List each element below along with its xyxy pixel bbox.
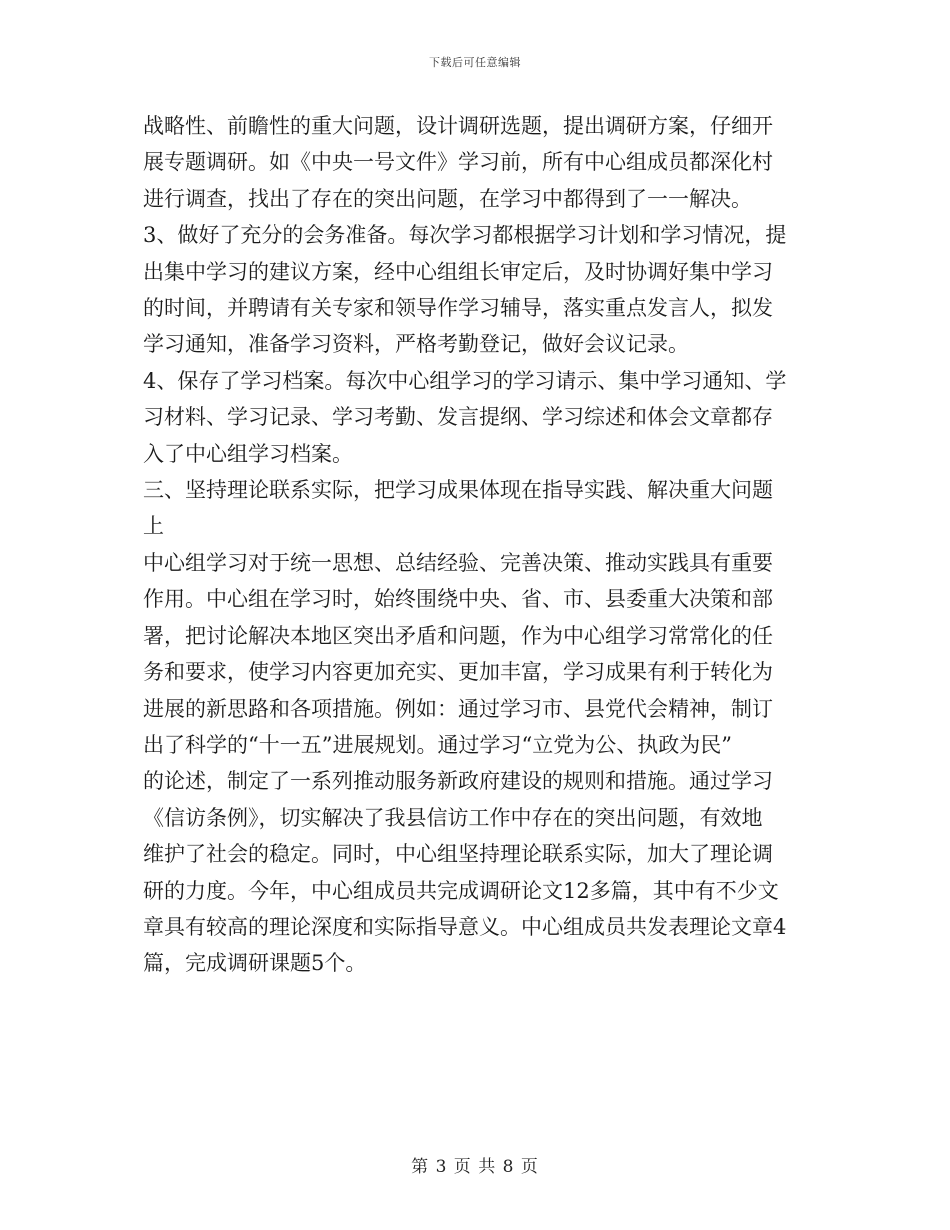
header-note: 下载后可任意编辑 — [429, 56, 521, 69]
paragraph-study-outcomes: 中心组学习对于统一思想、总结经验、完善决策、推动实践具有重要 作用。中心组在学习时，始终围绕中央、省、市、县委重大决策和部 署，把讨论解决本地区突出矛盾和问题，作为中心组学习常常化的任 务和要求，使学习内容更加充实、更加丰富，学习成果有利于转化为 进展的新思路和各项措施。例如：通过学习市、县党代会精神，制订 出了科学的“十一五”进展规划。通过学习“立党为公、执政为民” 的论述，制定了一系列推动服务新政府建设的规则和措施。通过学习 《信访条例》，切实解决了我县信访工作中存在的突出问题，有效地 维护了社会的稳定。同时，中心组坚持理论联系实际，加大了理论调 研的力度。今年，中心组成员共完成调研论文12多篇，其中有不少文 章具有较高的理论深度和实际指导意义。中心组成员共发表理论文章4 篇，完成调研课题5个。 — [143, 550, 787, 976]
section-heading-theory-practice: 三、坚持理论联系实际，把学习成果体现在指导实践、解决重大问题 上 — [143, 478, 773, 539]
paragraph-research-topics: 战略性、前瞻性的重大问题，设计调研选题，提出调研方案，仔细开 展专题调研。如《中央一号文件》学习前，所有中心组成员都深化村 进行调查，找出了存在的突出问题，在学习中都得到了一一解决。 — [143, 114, 773, 211]
paragraph-meeting-preparation: 3、做好了充分的会务准备。每次学习都根据学习计划和学习情况，提 出集中学习的建议方案，经中心组组长审定后，及时协调好集中学习 的时间，并聘请有关专家和领导作学习辅导，落实重点发言人，拟发 学习通知，准备学习资料，严格考勤登记，做好会议记录。 — [143, 223, 787, 357]
paragraph-study-archive: 4、保存了学习档案。每次中心组学习的学习请示、集中学习通知、学 习材料、学习记录、学习考勤、发言提纲、学习综述和体会文章都存 入了中心组学习档案。 — [143, 368, 787, 466]
document-body — [143, 108, 815, 982]
page-number: 第 3 页 共 8 页 — [411, 1157, 539, 1177]
